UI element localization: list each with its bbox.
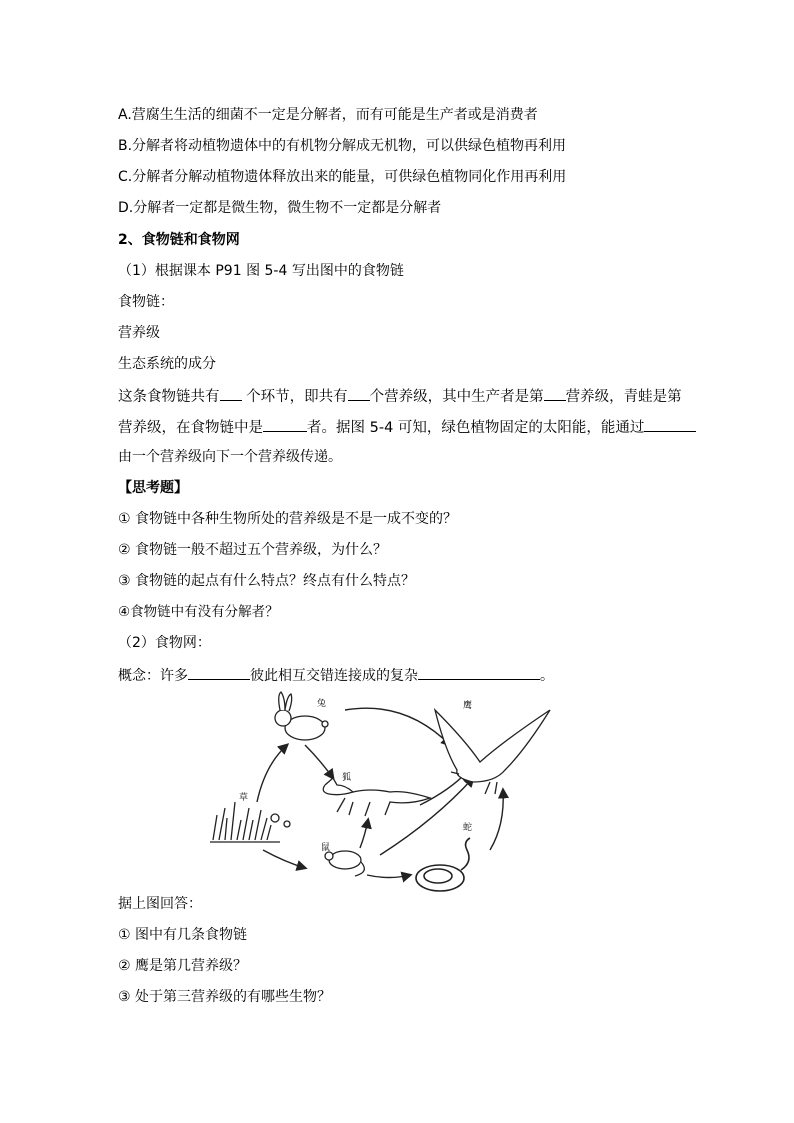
fill-paragraph-line-2: 营养级，在食物链中是 者。据图 5-4 可知，绿色植物固定的太阳能，能通过 bbox=[118, 417, 696, 437]
blank-levels[interactable] bbox=[348, 386, 370, 401]
snake-illustration bbox=[416, 838, 470, 891]
option-a: A.营腐生生活的细菌不一定是分解者，而有可能是生产者或是消费者 bbox=[118, 107, 538, 123]
label-fox: 狐 bbox=[342, 773, 352, 783]
option-c: C.分解者分解动植物遗体释放出来的能量，可供绿色植物同化作用再利用 bbox=[118, 169, 567, 185]
arrow-mouse-fox bbox=[360, 820, 368, 848]
trophic-level-label: 营养级 bbox=[118, 325, 160, 341]
food-chain-label: 食物链： bbox=[118, 294, 174, 310]
question-1: （1）根据课本 P91 图 5-4 写出图中的食物链 bbox=[118, 263, 404, 279]
arrow-snake-eagle bbox=[490, 790, 503, 850]
answer-item: ③ 处于第三营养级的有哪些生物？ bbox=[118, 989, 332, 1005]
blank-concept-2[interactable] bbox=[418, 665, 540, 680]
fill-paragraph-line-3: 由一个营养级向下一个营养级传递。 bbox=[118, 449, 342, 465]
label-mouse: 鼠 bbox=[321, 843, 331, 853]
arrow-grass-rabbit bbox=[257, 745, 287, 802]
concept-line: 概念：许多 彼此相互交错连接成的复杂 。 bbox=[118, 665, 554, 685]
arrow-mouse-snake bbox=[367, 875, 410, 878]
blank-pathway[interactable] bbox=[644, 417, 696, 432]
arrow-rabbit-eagle bbox=[345, 708, 450, 745]
arrow-mouse-eagle bbox=[380, 778, 473, 855]
grass-illustration bbox=[210, 802, 290, 842]
thinking-heading: 【思考题】 bbox=[118, 480, 188, 496]
thinking-item: ④食物链中有没有分解者？ bbox=[118, 604, 279, 620]
section-heading: 2、食物链和食物网 bbox=[118, 232, 240, 248]
label-grass: 草 bbox=[239, 793, 249, 803]
label-snake: 蛇 bbox=[463, 823, 473, 833]
answer-item: ② 鹰是第几营养级？ bbox=[118, 958, 248, 974]
answer-item: ① 图中有几条食物链 bbox=[118, 927, 248, 943]
answer-intro: 据上图回答： bbox=[118, 896, 202, 912]
blank-links[interactable] bbox=[220, 386, 242, 401]
question-2: （2）食物网： bbox=[118, 635, 211, 651]
fill-paragraph-line-1: 这条食物链共有 个环节，即共有 个营养级，其中生产者是第 营养级，青蛙是第 bbox=[118, 386, 682, 406]
fox-illustration bbox=[323, 778, 430, 816]
label-eagle: 鹰 bbox=[463, 701, 473, 711]
blank-role[interactable] bbox=[263, 417, 307, 432]
label-rabbit: 兔 bbox=[317, 699, 327, 709]
blank-concept-1[interactable] bbox=[188, 665, 250, 680]
thinking-item: ② 食物链一般不超过五个营养级，为什么？ bbox=[118, 542, 387, 558]
option-b: B.分解者将动植物遗体中的有机物分解成无机物，可以供绿色植物再利用 bbox=[118, 138, 567, 154]
arrow-rabbit-fox bbox=[305, 745, 333, 778]
eagle-illustration bbox=[435, 710, 550, 794]
arrow-grass-mouse bbox=[263, 850, 305, 868]
mouse-illustration bbox=[325, 851, 364, 876]
food-web-svg bbox=[205, 690, 580, 905]
thinking-item: ① 食物链中各种生物所处的营养级是不是一成不变的？ bbox=[118, 511, 457, 527]
component-label: 生态系统的成分 bbox=[118, 356, 216, 372]
food-web-diagram bbox=[205, 690, 580, 909]
thinking-item: ③ 食物链的起点有什么特点？终点有什么特点？ bbox=[118, 573, 415, 589]
blank-producer-level[interactable] bbox=[544, 386, 566, 401]
option-d: D.分解者一定都是微生物，微生物不一定都是分解者 bbox=[118, 200, 442, 216]
